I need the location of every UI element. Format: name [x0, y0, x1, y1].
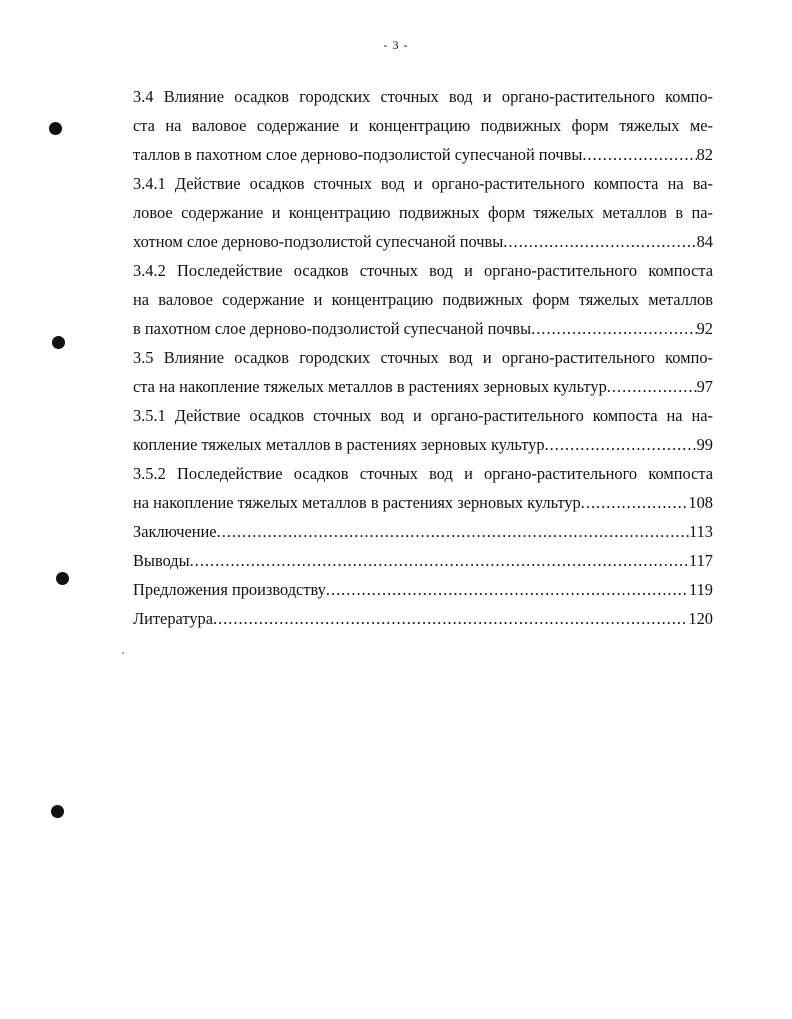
toc-page-number: 84 — [696, 232, 713, 251]
toc-entry-text-line: 3.4.2 Последействие осадков сточных вод и органо-растительного компоста — [133, 261, 713, 280]
dot-leader — [607, 372, 697, 401]
dot-leader — [581, 488, 689, 517]
toc-entry-last-line — [133, 314, 713, 343]
toc-entry-3-5[interactable] — [133, 343, 713, 401]
toc-entry-3-4[interactable] — [133, 82, 713, 169]
toc-entry-text: ста на накопление тяжелых металлов в растениях зерновых культур — [133, 377, 607, 396]
toc-page-number: 97 — [696, 377, 713, 396]
dot-leader — [326, 575, 689, 604]
toc-page-number: 108 — [688, 493, 713, 512]
toc-entry-text: Заключение — [133, 522, 217, 541]
toc-entry-proposals[interactable] — [133, 575, 713, 604]
dot-leader — [213, 604, 688, 633]
toc-entry-findings[interactable] — [133, 546, 713, 575]
toc-entry-3-4-2[interactable] — [133, 256, 713, 343]
toc-entry-3-4-1[interactable] — [133, 169, 713, 256]
toc-entry-3-5-1[interactable] — [133, 401, 713, 459]
toc-entry-text: Выводы — [133, 551, 190, 570]
toc-entry-text: таллов в пахотном слое дерново-подзолистой супесчаной почвы — [133, 145, 583, 164]
toc-entry-last-line — [133, 430, 713, 459]
toc-entry-text-line: ловое содержание и концентрацию подвижных форм тяжелых металлов в па- — [133, 203, 713, 222]
toc-entry-text: в пахотном слое дерново-подзолистой супесчаной почвы — [133, 319, 532, 338]
scan-speck — [122, 652, 124, 654]
toc-page-number: 82 — [696, 145, 713, 164]
binding-hole-mark — [52, 336, 65, 349]
toc-entry-text: на накопление тяжелых металлов в растениях зерновых культур — [133, 493, 581, 512]
toc-entry-3-5-2[interactable] — [133, 459, 713, 517]
binding-hole-mark — [51, 805, 64, 818]
toc-entry-last-line — [133, 517, 713, 546]
toc-entry-text: Литература — [133, 609, 213, 628]
toc-entry-last-line — [133, 488, 713, 517]
toc-entry-text-line: 3.4.1 Действие осадков сточных вод и органо-растительного компоста на ва- — [133, 174, 713, 193]
toc-entry-text: копление тяжелых металлов в растениях зерновых культур — [133, 435, 545, 454]
toc-entry-text-line: 3.5 Влияние осадков городских сточных вод и органо-растительного компо- — [133, 348, 713, 367]
toc-entry-text: хотном слое дерново-подзолистой супесчаной почвы — [133, 232, 504, 251]
toc-entry-last-line — [133, 140, 713, 169]
binding-hole-mark — [56, 572, 69, 585]
toc-entry-last-line — [133, 227, 713, 256]
toc-entry-references[interactable] — [133, 604, 713, 633]
toc-entry-text-line: 3.4 Влияние осадков городских сточных вод и органо-растительного компо- — [133, 87, 713, 106]
toc-entry-last-line — [133, 546, 713, 575]
dot-leader — [190, 546, 689, 575]
toc-page-number: 113 — [689, 522, 713, 541]
toc-entry-last-line — [133, 372, 713, 401]
page-number: - 3 - — [383, 38, 409, 52]
toc-page-number: 119 — [689, 580, 713, 599]
toc-page-number: 120 — [688, 609, 713, 628]
toc-entry-text-line: 3.5.2 Последействие осадков сточных вод и органо-растительного компоста — [133, 464, 713, 483]
toc-entry-text-line: на валовое содержание и концентрацию подвижных форм тяжелых металлов — [133, 290, 713, 309]
dot-leader — [582, 140, 696, 169]
toc-page-number: 117 — [689, 551, 713, 570]
binding-hole-mark — [49, 122, 62, 135]
toc-entry-text-line: 3.5.1 Действие осадков сточных вод и органо-растительного компоста на на- — [133, 406, 713, 425]
dot-leader — [217, 517, 689, 546]
toc-entry-text-line: ста на валовое содержание и концентрацию подвижных форм тяжелых ме- — [133, 116, 713, 135]
dot-leader — [503, 227, 696, 256]
toc-entry-text: Предложения производству — [133, 580, 326, 599]
toc-entry-last-line — [133, 604, 713, 633]
dot-leader — [545, 430, 697, 459]
dot-leader — [531, 314, 696, 343]
toc-entry-conclusion[interactable] — [133, 517, 713, 546]
toc-page-number: 92 — [696, 319, 713, 338]
table-of-contents — [133, 82, 713, 633]
toc-entry-last-line — [133, 575, 713, 604]
toc-page-number: 99 — [696, 435, 713, 454]
